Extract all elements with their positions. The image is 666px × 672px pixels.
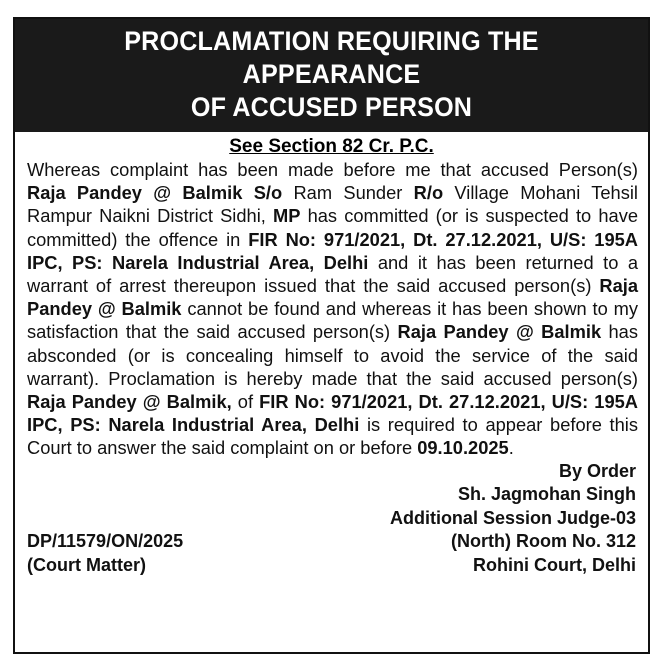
by-order: By Order xyxy=(558,460,636,481)
section-reference xyxy=(15,136,648,158)
body-text: Village Mohani Tehsil Rampur Naikni District Sidhi, xyxy=(27,182,638,227)
section-reference-text: See Section 82 Cr. P.C. xyxy=(229,136,434,157)
notice-title xyxy=(37,19,626,132)
fir-details: FIR No: 971/2021, Dt. 27.12.2021, U/S: 195A IPC, PS: Narela Industrial Area, Delhi xyxy=(27,228,638,273)
court-name: Rohini Court, Delhi xyxy=(473,554,636,575)
fir-details: FIR No: 971/2021, Dt. 27.12.2021, U/S: 195A IPC, PS: Narela Industrial Area, Delhi xyxy=(27,391,638,436)
accused-name: Raja Pandey @ Balmik xyxy=(397,321,602,343)
body-text: of xyxy=(231,391,260,413)
reference-block xyxy=(27,530,183,577)
title-line-1: PROCLAMATION REQUIRING THE APPEARANCE xyxy=(124,26,539,89)
body-text: Ram Sunder xyxy=(282,182,414,204)
accused-name: Raja Pandey @ Balmik, xyxy=(27,391,232,413)
proclamation-notice xyxy=(13,17,650,654)
body-text: . xyxy=(508,437,514,459)
body-text: cannot be found and whereas it has been shown to my satisfaction that the said accused person(s) xyxy=(27,298,638,343)
body-text: and it has been returned to a warrant of arrest thereupon issued that the said accused person(s) xyxy=(27,251,639,297)
body-text: has committed (or is suspected to have committed) the offence in xyxy=(27,205,639,250)
reference-category: (Court Matter) xyxy=(27,554,146,575)
body-text: is required to appear before this Court to answer the said complaint on or before xyxy=(27,414,638,459)
appearance-date: 09.10.2025 xyxy=(417,437,509,459)
body-text: Whereas complaint has been made before me that accused Person(s) xyxy=(27,159,638,180)
accused-name: Raja Pandey @ Balmik xyxy=(27,182,243,204)
reference-code: DP/11579/ON/2025 xyxy=(27,531,184,552)
title-line-2: OF ACCUSED PERSON xyxy=(190,92,473,122)
resident-of-label: R/o xyxy=(413,182,444,204)
state-name: MP xyxy=(273,205,301,227)
judge-name: Sh. Jagmohan Singh xyxy=(457,484,636,505)
son-of-label: S/o xyxy=(242,182,283,204)
court-room: (North) Room No. 312 xyxy=(450,531,636,552)
body-text: has absconded (or is concealing himself to avoid the service of the said warrant). Proclamation is hereby made that the said accused person(s) xyxy=(27,321,638,389)
judge-designation: Additional Session Judge-03 xyxy=(389,507,636,528)
accused-name: Raja Pandey @ Balmik xyxy=(27,275,638,320)
header-banner xyxy=(15,19,648,132)
notice-footer xyxy=(15,460,648,578)
notice-body xyxy=(15,158,648,460)
